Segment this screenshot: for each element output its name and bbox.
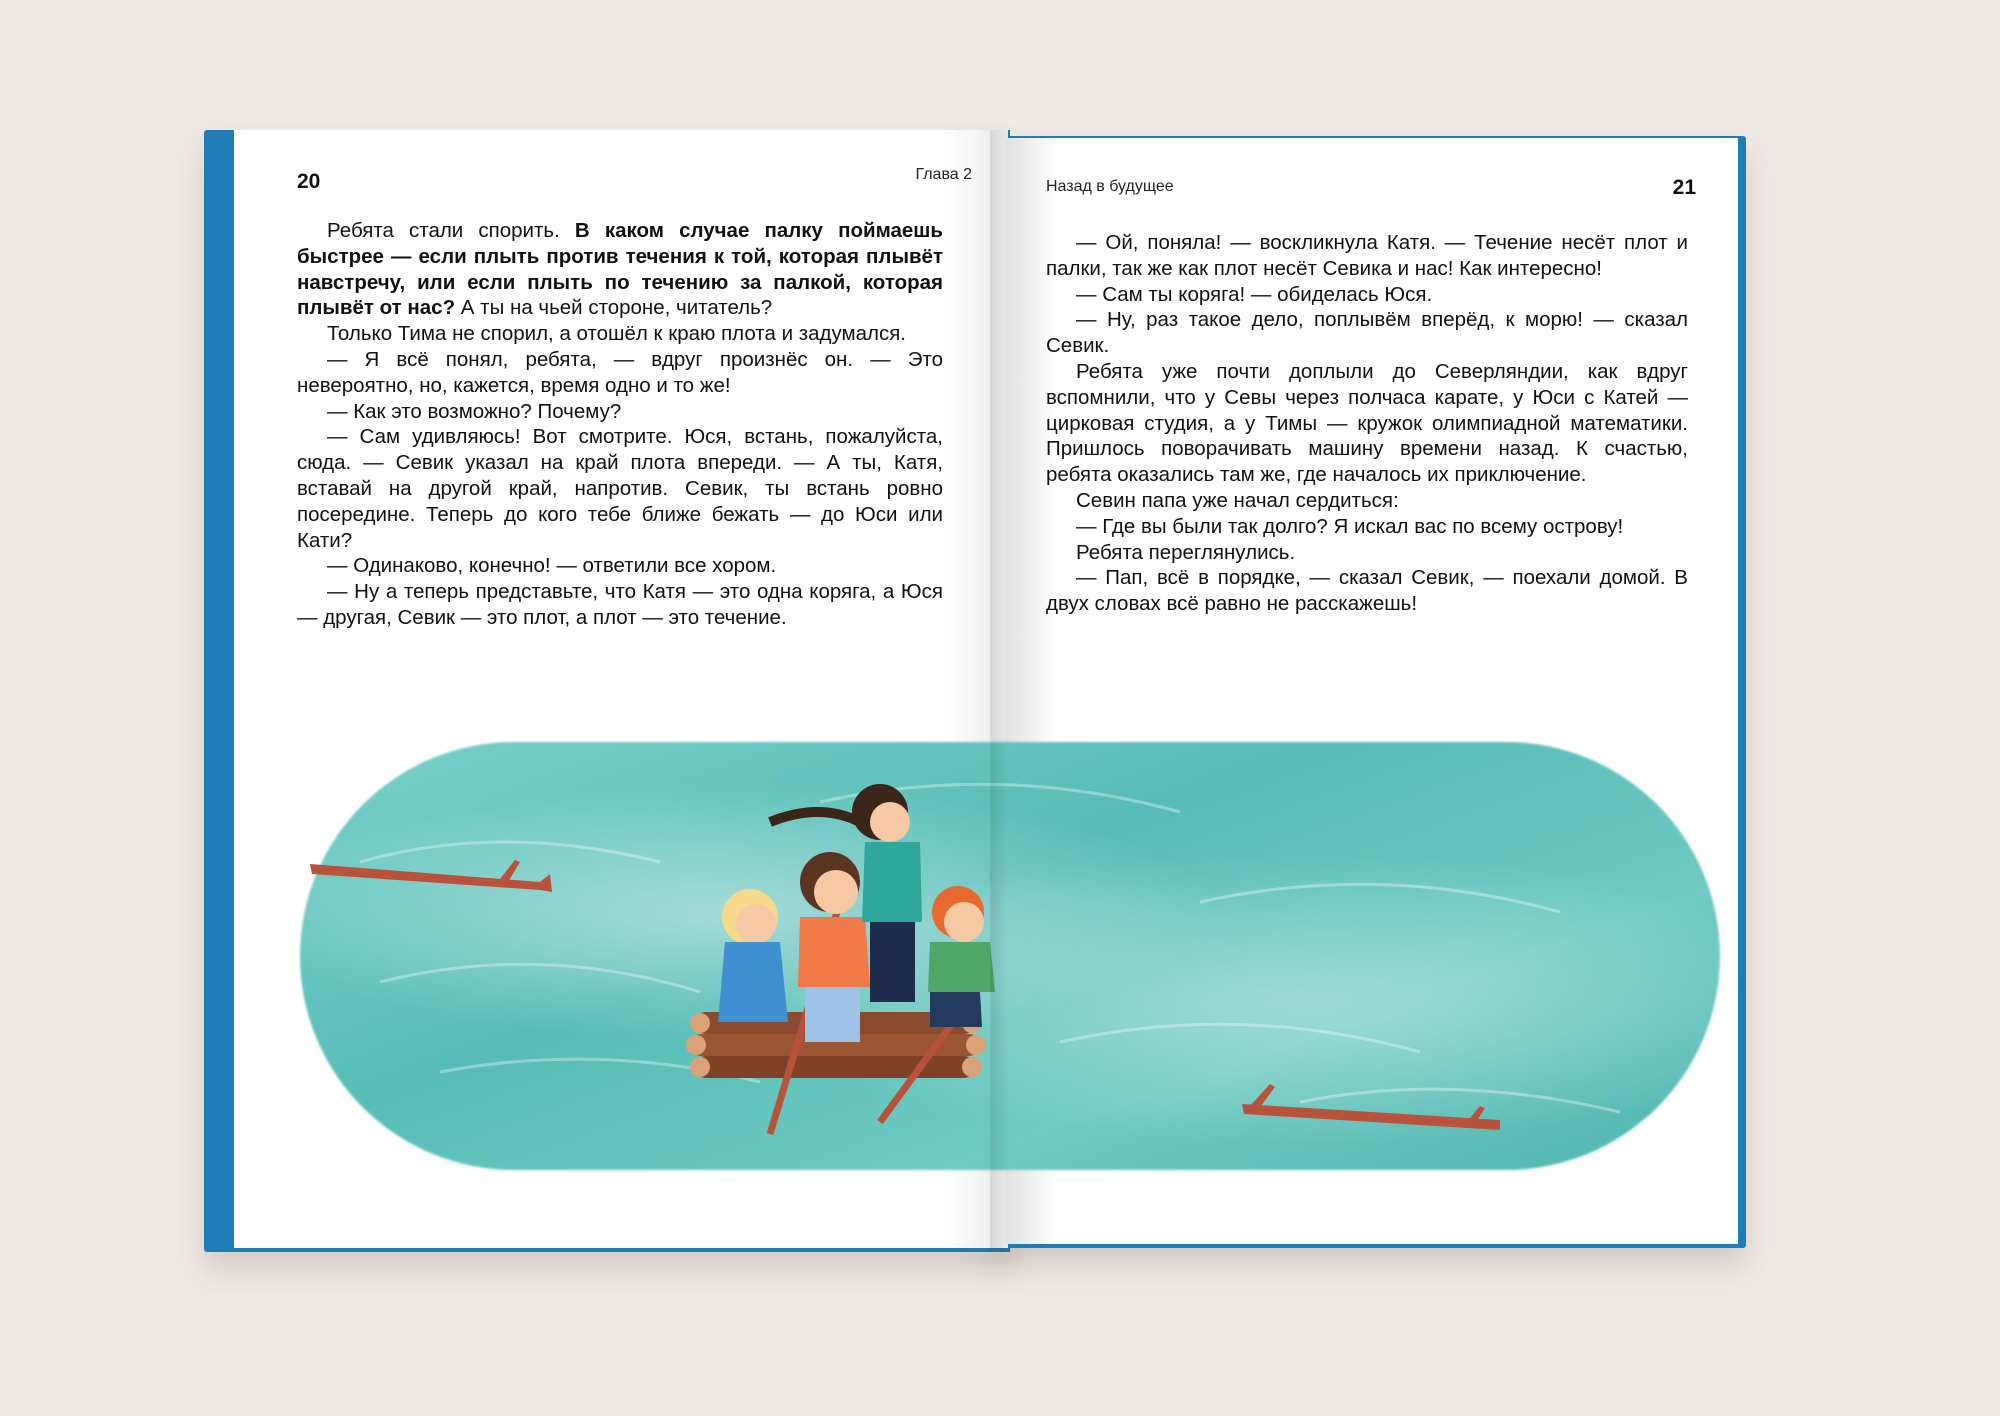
stick-left [310, 860, 552, 892]
paragraph: — Я всё понял, ребята, — вдруг произнёс он. — Это невероятно, но, кажется, время одно и то же! [297, 347, 943, 397]
left-text [297, 218, 943, 631]
paragraph: — Где вы были так долго? Я искал вас по всему острову! [1076, 514, 1624, 538]
paragraph: Только Тима не спорил, а отошёл к краю плота и задумался. [327, 322, 906, 346]
book-gutter [990, 130, 1020, 1250]
paragraph: Севин папа уже начал сердиться: [1076, 488, 1399, 512]
right-text [1046, 230, 1688, 617]
paragraph: — Ну, раз такое дело, поплывём вперёд, к морю! — сказал Севик. [1046, 308, 1688, 358]
paragraph: Ребята переглянулись. [1076, 540, 1296, 564]
running-head-right: Назад в будущее [1046, 178, 1174, 195]
paragraph: Ребята стали спорить. В каком случае палку поймаешь быстрее — если плыть против течения к той, которая плывёт навстречу, или если плыть по течению за палкой, которая плывёт от нас? А ты на чьей стороне, читатель? [297, 219, 943, 320]
paragraph: Ребята уже почти доплыли до Северляндии, как вдруг вспомнили, что у Севы через полчаса карате, у Юси с Катей — цирковая студия, а у Тимы — кружок олимпиадной математики. Пришлось поворачивать машину времени назад. К счастью, ребята оказались там же, где началось их приключение. [1046, 359, 1688, 487]
paragraph: — Сам ты коряга! — обиделась Юся. [1076, 282, 1433, 306]
children [718, 784, 995, 1042]
paragraph: — Ой, поняла! — воскликнула Катя. — Течение несёт плот и палки, так же как плот несёт Севика и нас! Как интересно! [1046, 231, 1688, 280]
paragraph: — Как это возможно? Почему? [327, 399, 622, 423]
paragraph: — Одинаково, конечно! — ответили все хором. [327, 554, 777, 578]
paragraph: — Пап, всё в порядке, — сказал Севик, — поехали домой. В двух словах всё равно не расскажешь! [1046, 566, 1688, 616]
page-number-left: 20 [297, 170, 321, 193]
running-head-left: Глава 2 [915, 166, 972, 183]
page-number-right: 21 [1672, 176, 1696, 199]
paragraph: — Сам удивляюсь! Вот смотрите. Юся, встань, пожалуйста, сюда. — Севик указал на край плота впереди. — А ты, Катя, вставай на другой край, напротив. Севик, ты встань ровно посередине. Теперь до кого тебе ближе бежать — до Юси или Кати? [297, 425, 943, 552]
paragraph: — Ну а теперь представьте, что Катя — это одна коряга, а Юся — другая, Севик — это плот, а плот — это течение. [297, 580, 943, 629]
